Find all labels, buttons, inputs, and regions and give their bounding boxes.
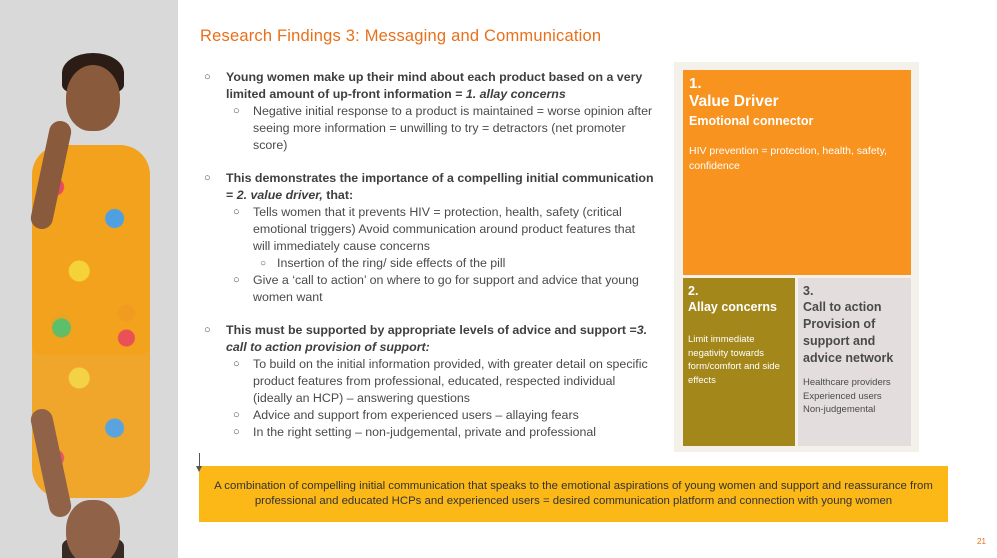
bullet-marker: ○	[233, 105, 240, 117]
face-reflection	[66, 500, 120, 558]
bullet-1-text	[226, 70, 642, 101]
value-driver-desc: HIV prevention = protection, health, safety, confidence	[689, 145, 887, 172]
bullet-3-sub-3	[204, 424, 654, 441]
bullet-marker: ○	[260, 258, 267, 269]
allay-desc: Limit immediate negativity towards form/comfort and side effects	[688, 334, 780, 386]
bullet-3-sub-2	[204, 407, 654, 424]
bullet-3-emphasis: 3. call to action provision of support:	[226, 323, 648, 354]
bullet-2-sub-1	[204, 204, 654, 255]
bullet-marker: ○	[233, 358, 240, 370]
bullet-3-sub-3-text: In the right setting – non-judgemental, private and professional	[253, 425, 597, 439]
arrow-down-icon	[196, 466, 202, 472]
bullet-2-sub-2	[204, 272, 654, 306]
cta-desc-line: Healthcare providers	[803, 377, 891, 388]
cta-heading: Call to action Provision of support and advice network	[803, 300, 894, 365]
bullet-1-main: Young women make up their mind about each product based on a very limited amount of up-front information =	[226, 70, 643, 101]
allay-heading: Allay concerns	[688, 300, 777, 314]
bullet-marker: ○	[204, 172, 211, 184]
bullet-2-suffix: that:	[322, 188, 354, 202]
bullet-marker: ○	[233, 274, 240, 286]
slide-title: Research Findings 3: Messaging and Communication	[200, 27, 602, 45]
value-driver-heading: Value Driver	[689, 93, 779, 110]
call-to-action-box	[798, 278, 911, 446]
bullet-marker: ○	[233, 409, 240, 421]
bullet-3-text	[226, 323, 647, 354]
bullet-2-sub-2-text: Give a ‘call to action’ on where to go for support and advice that young women want	[253, 273, 639, 304]
value-driver-number: 1.	[689, 75, 702, 92]
bullet-marker: ○	[233, 426, 240, 438]
bullet-2-sub-1-text: Tells women that it prevents HIV = protection, health, safety (critical emotional triggers) Avoid communication around product features that will immediately cause concerns	[253, 205, 636, 253]
value-driver-box	[683, 70, 911, 275]
bullet-marker: ○	[204, 324, 211, 336]
bullet-2-main: This demonstrates the importance of a compelling initial communication =	[226, 171, 654, 202]
bullet-1-sub-1	[204, 103, 654, 154]
cta-number: 3.	[803, 284, 814, 298]
bullet-1	[204, 69, 654, 103]
cta-desc-line: Non-judgemental	[803, 404, 876, 415]
bullet-1-sub-1-text: Negative initial response to a product is maintained = worse opinion after seeing more information = unwilling to try = detractors (net promoter score)	[253, 104, 653, 152]
woman-reflection	[18, 300, 158, 558]
bullet-1-emphasis: 1. allay concerns	[465, 87, 566, 101]
bullet-3-sub-1-text: To build on the initial information provided, with greater detail on specific product features from professional, educated, respected individual (ideally an HCP) – answering questions	[253, 357, 648, 405]
summary-banner: A combination of compelling initial communication that speaks to the emotional aspirations of young women and support and reassurance from professional and educated HCPs and experienced users = desired communication platform and connection with young women	[199, 466, 948, 522]
bullet-2-text	[226, 171, 654, 202]
allay-concerns-box	[683, 278, 795, 446]
allay-number: 2.	[688, 284, 699, 298]
bullet-2-sub-1-child-text: Insertion of the ring/ side effects of the pill	[277, 256, 506, 270]
value-driver-subheading: Emotional connector	[689, 114, 814, 128]
bullet-2-emphasis: 2. value driver,	[236, 188, 323, 202]
face-shape	[66, 65, 120, 131]
bullet-marker: ○	[233, 206, 240, 218]
woman-photo	[0, 0, 178, 558]
bullet-3	[204, 322, 654, 356]
bullet-3-main: This must be supported by appropriate levels of advice and support =	[226, 323, 637, 337]
bullet-marker: ○	[204, 71, 211, 83]
bullet-3-sub-2-text: Advice and support from experienced users – allaying fears	[253, 408, 579, 422]
cta-desc	[803, 376, 906, 417]
page-number: 21	[977, 537, 986, 546]
findings-bullets	[204, 69, 654, 441]
bullet-2	[204, 170, 654, 204]
cta-desc-line: Experienced users	[803, 390, 882, 402]
bullet-3-sub-1	[204, 356, 654, 407]
bullet-2-sub-1-child	[204, 255, 654, 272]
